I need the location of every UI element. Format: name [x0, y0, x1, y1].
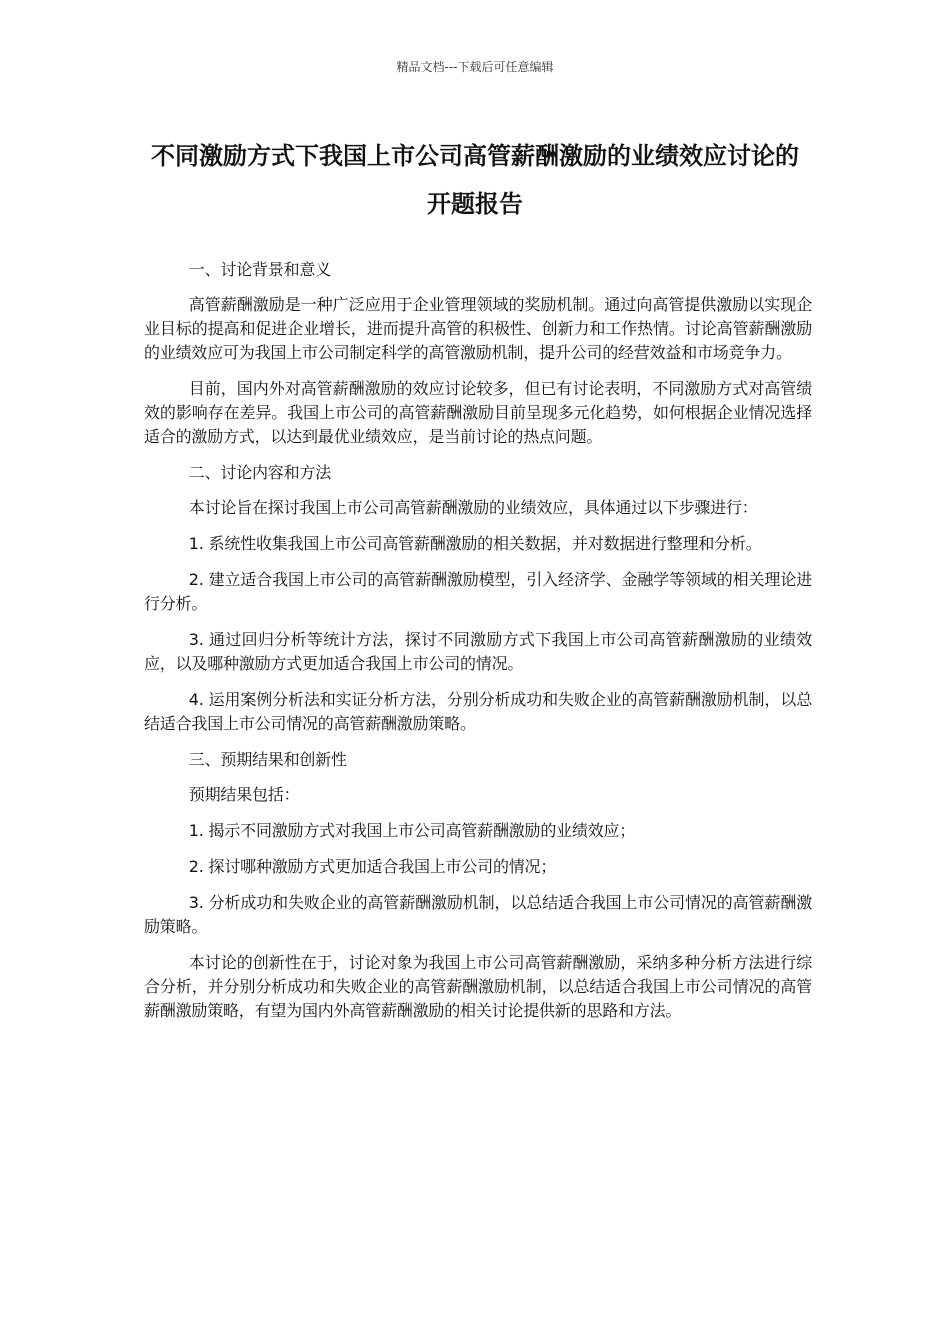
list-item: 3. 通过回归分析等统计方法，探讨不同激励方式下我国上市公司高管薪酬激励的业绩效应，以及哪种激励方式更加适合我国上市公司的情况。 — [144, 630, 812, 673]
paragraph: 预期结果包括： — [188, 785, 300, 804]
paragraph: 高管薪酬激励是一种广泛应用于企业管理领域的奖励机制。通过向高管提供激励以实现企业目标的提高和促进企业增长，进而提升高管的积极性、创新力和工作热情。讨论高管薪酬激励的业绩效应可为我国上市公司制定科学的高管激励机制，提升公司的经营效益和市场竞争力。 — [144, 295, 812, 362]
section-heading-background: 一、讨论背景和意义 — [188, 260, 331, 279]
paragraph: 本讨论的创新性在于，讨论对象为我国上市公司高管薪酬激励，采纳多种分析方法进行综合分析，并分别分析成功和失败企业的高管薪酬激励机制，以总结适合我国上市公司情况的高管薪酬激励策略，有望为国内外高管薪酬激励的相关讨论提供新的思路和方法。 — [144, 953, 812, 1020]
page-header: 精品文档---下载后可任意编辑 — [396, 60, 554, 74]
paragraph: 目前，国内外对高管薪酬激励的效应讨论较多，但已有讨论表明，不同激励方式对高管绩效的影响存在差异。我国上市公司的高管薪酬激励目前呈现多元化趋势，如何根据企业情况选择适合的激励方式，以达到最优业绩效应，是当前讨论的热点问题。 — [144, 379, 812, 446]
document-body — [144, 258, 812, 1035]
list-item: 1. 揭示不同激励方式对我国上市公司高管薪酬激励的业绩效应； — [188, 821, 636, 840]
list-item: 4. 运用案例分析法和实证分析方法，分别分析成功和失败企业的高管薪酬激励机制，以总结适合我国上市公司情况的高管薪酬激励策略。 — [144, 690, 812, 733]
list-item: 2. 建立适合我国上市公司的高管薪酬激励模型，引入经济学、金融学等领域的相关理论进行分析。 — [144, 570, 812, 613]
list-item: 3. 分析成功和失败企业的高管薪酬激励机制，以总结适合我国上市公司情况的高管薪酬激励策略。 — [144, 893, 812, 936]
section-heading-expected-results: 三、预期结果和创新性 — [188, 750, 347, 769]
paragraph: 本讨论旨在探讨我国上市公司高管薪酬激励的业绩效应，具体通过以下步骤进行： — [188, 498, 758, 517]
section-heading-content-methods: 二、讨论内容和方法 — [188, 463, 331, 482]
document-title: 不同激励方式下我国上市公司高管薪酬激励的业绩效应讨论的开题报告 — [151, 142, 799, 218]
list-item: 1. 系统性收集我国上市公司高管薪酬激励的相关数据，并对数据进行整理和分析。 — [188, 534, 762, 553]
list-item: 2. 探讨哪种激励方式更加适合我国上市公司的情况； — [188, 857, 557, 876]
